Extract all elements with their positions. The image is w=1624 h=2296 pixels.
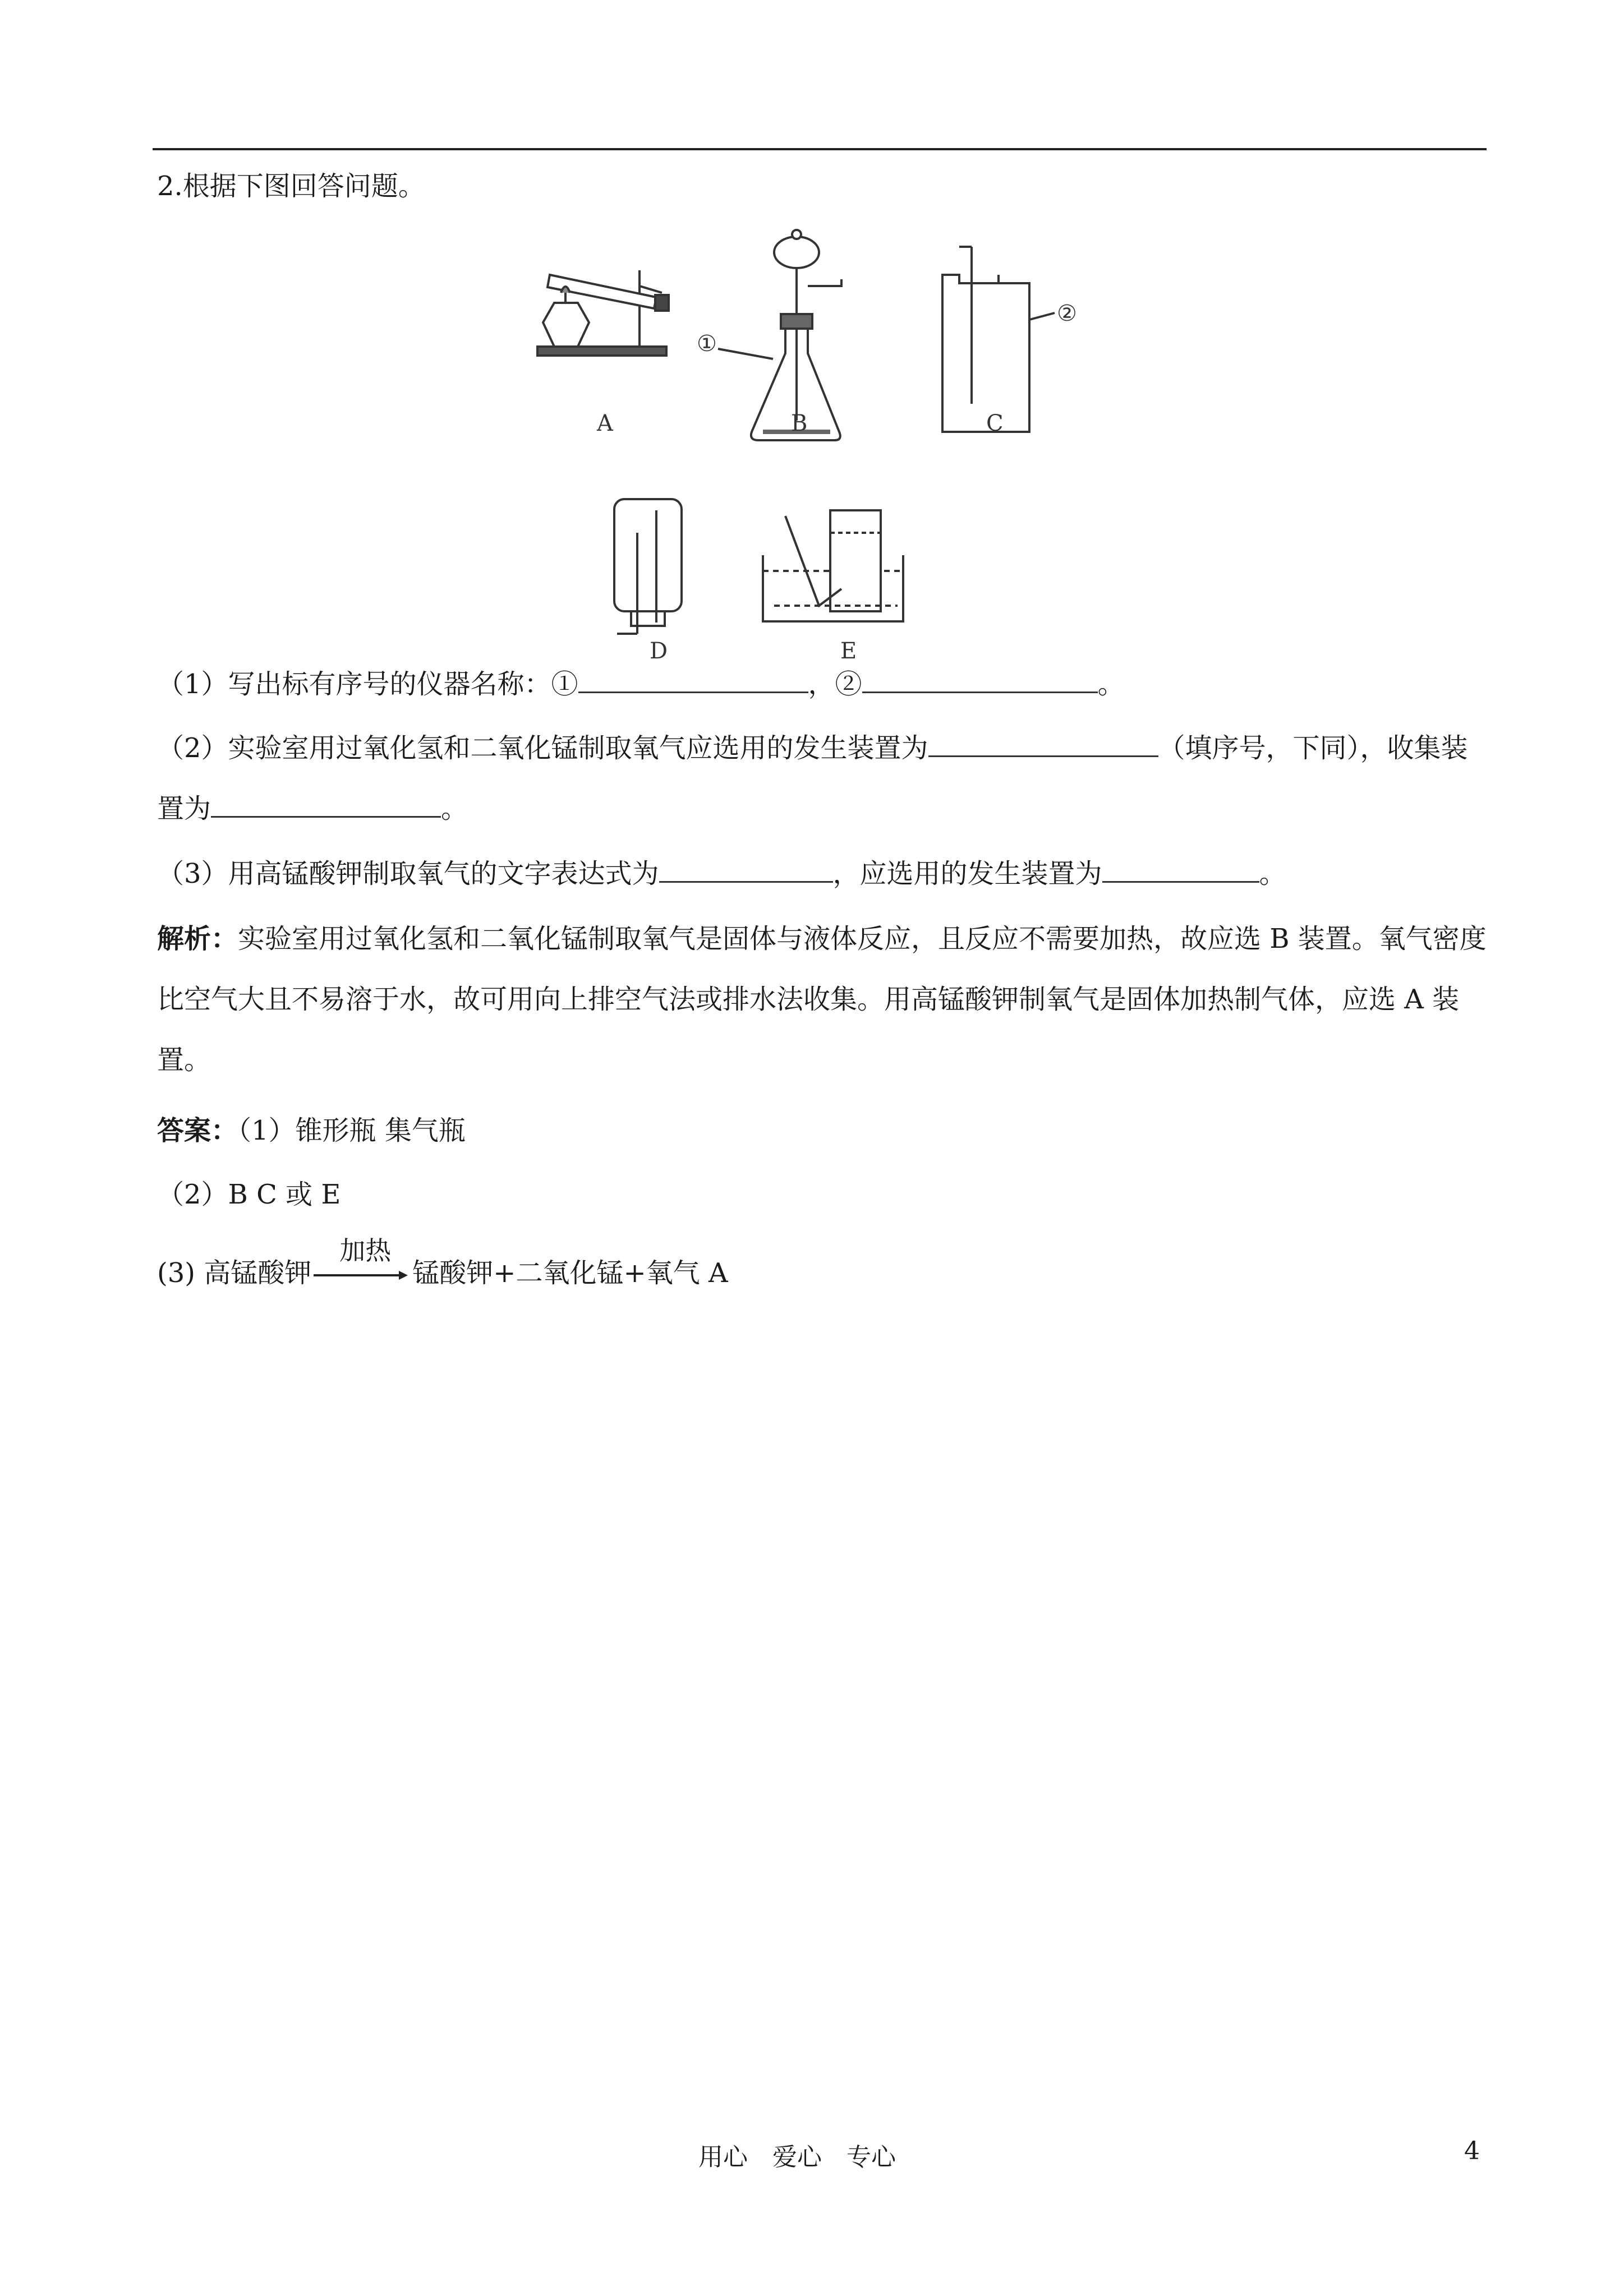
q1-mid: ，② xyxy=(808,668,862,700)
apparatus-a xyxy=(537,270,669,356)
q2-blank-2[interactable] xyxy=(211,791,441,818)
reaction-condition: 加热 xyxy=(339,1235,392,1266)
header-rule xyxy=(153,148,1487,150)
answer-1 xyxy=(157,1113,466,1149)
q3-mid: ，应选用的发生装置为 xyxy=(832,858,1102,889)
footer-motto: 用心 爱心 专心 xyxy=(698,2143,896,2171)
label-mark-1: ① xyxy=(697,331,717,357)
q1-blank-2[interactable] xyxy=(862,667,1098,693)
question-title: 2.根据下图回答问题。 xyxy=(157,170,425,202)
q2-end: 。 xyxy=(441,793,468,824)
question-2 xyxy=(157,718,1487,839)
analysis xyxy=(157,909,1487,1090)
answer-3 xyxy=(157,1235,728,1291)
answer-1-text: （1）锥形瓶 集气瓶 xyxy=(238,1115,466,1146)
reaction-arrow xyxy=(311,1235,412,1291)
q1-prefix: （1）写出标有序号的仪器名称：① xyxy=(157,668,578,700)
apparatus-c xyxy=(942,247,1055,432)
apparatus-d xyxy=(614,499,682,634)
page-number: 4 xyxy=(1464,2137,1480,2165)
q1-end: 。 xyxy=(1097,668,1125,700)
label-e: E xyxy=(840,638,857,664)
q3-blank-2[interactable] xyxy=(1102,856,1259,883)
label-a: A xyxy=(597,411,613,436)
answer-label: 答案： xyxy=(157,1115,238,1146)
q1-blank-1[interactable] xyxy=(578,667,808,693)
apparatus-figure xyxy=(527,219,1122,662)
question-3 xyxy=(157,856,1286,892)
label-c: C xyxy=(986,411,1004,436)
analysis-label: 解析： xyxy=(157,923,238,955)
answer-3-prefix: (3) 高锰酸钾 xyxy=(157,1257,312,1289)
answer-2: （2）B C 或 E xyxy=(157,1179,341,1210)
answer-3-products: 锰酸钾+二氧化锰+氧气 A xyxy=(412,1257,728,1289)
analysis-text: 实验室用过氧化氢和二氧化锰制取氧气是固体与液体反应，且反应不需要加热，故应选 B 装置。氧气密度比空气大且不易溶于水，故可用向上排空气法或排水法收集。用高锰酸钾制氧气是固体加热制气体，应选 A 装置。 xyxy=(157,923,1487,1076)
apparatus-b xyxy=(718,230,841,440)
q3-end: 。 xyxy=(1259,858,1286,889)
label-d: D xyxy=(650,638,668,664)
label-mark-2: ② xyxy=(1057,301,1077,326)
apparatus-e xyxy=(763,510,903,621)
q2-mid: （填序号，下同），收集装置为 xyxy=(157,732,1468,824)
q2-blank-1[interactable] xyxy=(928,731,1158,757)
apparatus-drawing xyxy=(527,219,1122,662)
label-b: B xyxy=(791,411,808,436)
q2-prefix: （2）实验室用过氧化氢和二氧化锰制取氧气应选用的发生装置为 xyxy=(157,732,928,764)
question-1 xyxy=(157,666,1125,702)
q3-blank-1[interactable] xyxy=(659,856,833,883)
q3-prefix: （3）用高锰酸钾制取氧气的文字表达式为 xyxy=(157,858,659,889)
